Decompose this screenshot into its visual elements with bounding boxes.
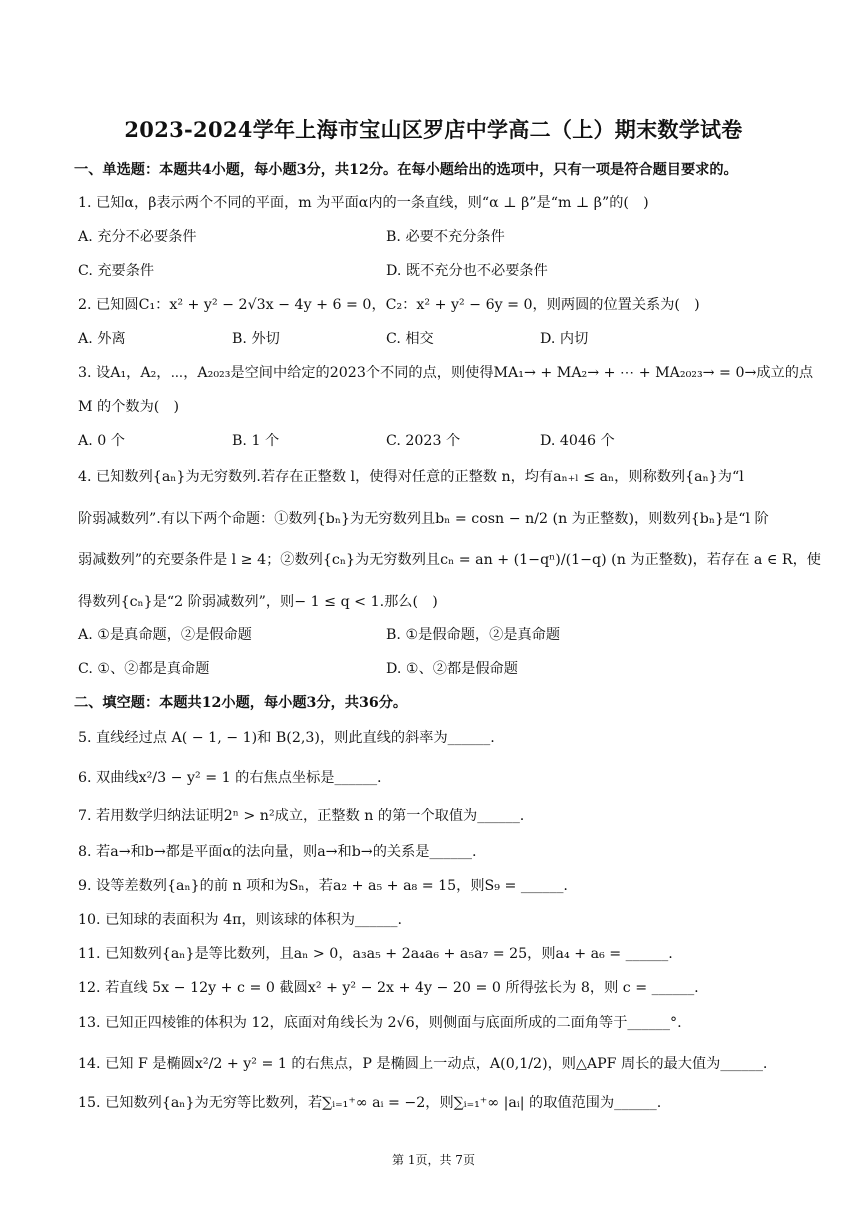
section-1-heading: 一、单选题：本题共4小题，每小题3分，共12分。在每小题给出的选项中，只有一项是符合题目要求的。	[74, 162, 738, 178]
q2-stem: 2. 已知圆C₁：x² + y² − 2√3x − 4y + 6 = 0，C₂：x² + y² − 6y = 0，则两圆的位置关系为( )	[78, 297, 700, 313]
q3-stem-line-1: 3. 设A₁，A₂，⋯，A₂₀₂₃是空间中给定的2023个不同的点，则使得MA₁→ + MA₂→ + ⋯ + MA₂₀₂₃→ = 0→成立的点	[78, 365, 814, 381]
q3-option-d: D. 4046 个	[540, 433, 615, 449]
q7-text: 7. 若用数学归纳法证明2ⁿ > n²成立，正整数 n 的第一个取值为______.	[78, 808, 525, 824]
q11-text: 11. 已知数列{aₙ}是等比数列，且aₙ > 0，a₃a₅ + 2a₄a₆ + a₅a₇ = 25，则a₄ + a₆ = ______.	[78, 946, 673, 962]
q10-text: 10. 已知球的表面积为 4π，则该球的体积为______.	[78, 912, 403, 928]
q1-stem: 1. 已知α，β表示两个不同的平面，m 为平面α内的一条直线，则“α ⊥ β”是“m ⊥ β”的( )	[78, 195, 649, 211]
q3-option-c: C. 2023 个	[386, 433, 461, 449]
q4-stem-line-4: 得数列{cₙ}是“2 阶弱减数列”，则− 1 ≤ q < 1.那么( )	[78, 594, 438, 610]
q1-option-a: A. 充分不必要条件	[78, 229, 197, 245]
q14-text: 14. 已知 F 是椭圆x²/2 + y² = 1 的右焦点，P 是椭圆上一动点，A(0,1/2)，则△APF 周长的最大值为______.	[78, 1056, 768, 1072]
q9-text: 9. 设等差数列{aₙ}的前 n 项和为Sₙ，若a₂ + a₅ + a₈ = 15，则S₉ = ______.	[78, 878, 568, 894]
q2-option-a: A. 外离	[78, 331, 126, 347]
section-2-heading: 二、填空题：本题共12小题，每小题3分，共36分。	[74, 695, 408, 711]
q1-option-b: B. 必要不充分条件	[386, 229, 505, 245]
q1-option-c: C. 充要条件	[78, 263, 155, 279]
q4-stem-line-3: 弱减数列”的充要条件是 l ≥ 4；②数列{cₙ}为无穷数列且cₙ = an + (1−qⁿ)/(1−q) (n 为正整数)，若存在 a ∈ R，使	[78, 552, 821, 568]
q4-option-b: B. ①是假命题，②是真命题	[386, 627, 561, 643]
q8-text: 8. 若a→和b→都是平面α的法向量，则a→和b→的关系是______.	[78, 844, 477, 860]
q15-text: 15. 已知数列{aₙ}为无穷等比数列，若∑ᵢ₌₁⁺∞ aᵢ = −2，则∑ᵢ₌₁⁺∞ |aᵢ| 的取值范围为______.	[78, 1095, 662, 1111]
q5-text: 5. 直线经过点 A( − 1, − 1)和 B(2,3)，则此直线的斜率为______.	[78, 730, 495, 746]
q3-option-b: B. 1 个	[232, 433, 280, 449]
q12-text: 12. 若直线 5x − 12y + c = 0 截圆x² + y² − 2x + 4y − 20 = 0 所得弦长为 8，则 c = ______.	[78, 980, 699, 996]
page-footer: 第 1页，共 7页	[392, 1153, 475, 1167]
q3-option-a: A. 0 个	[78, 433, 125, 449]
q4-stem-line-1: 4. 已知数列{aₙ}为无穷数列.若存在正整数 l，使得对任意的正整数 n，均有aₙ₊ₗ ≤ aₙ，则称数列{aₙ}为“l	[78, 469, 744, 485]
q13-text: 13. 已知正四棱锥的体积为 12，底面对角线长为 2√6，则侧面与底面所成的二面角等于______°.	[78, 1015, 682, 1031]
q3-stem-line-2: M 的个数为( )	[78, 399, 180, 415]
exam-title: 2023-2024学年上海市宝山区罗店中学高二（上）期末数学试卷	[124, 117, 743, 142]
q2-option-b: B. 外切	[232, 331, 280, 347]
q4-option-c: C. ①、②都是真命题	[78, 661, 210, 677]
q4-option-d: D. ①、②都是假命题	[386, 661, 518, 677]
q1-option-d: D. 既不充分也不必要条件	[386, 263, 548, 279]
q2-option-c: C. 相交	[386, 331, 434, 347]
q4-option-a: A. ①是真命题，②是假命题	[78, 627, 252, 643]
q4-stem-line-2: 阶弱减数列”.有以下两个命题：①数列{bₙ}为无穷数列且bₙ = cosn − n/2 (n 为正整数)，则数列{bₙ}是“l 阶	[78, 511, 769, 527]
q6-text: 6. 双曲线x²/3 − y² = 1 的右焦点坐标是______.	[78, 770, 382, 786]
q2-option-d: D. 内切	[540, 331, 589, 347]
